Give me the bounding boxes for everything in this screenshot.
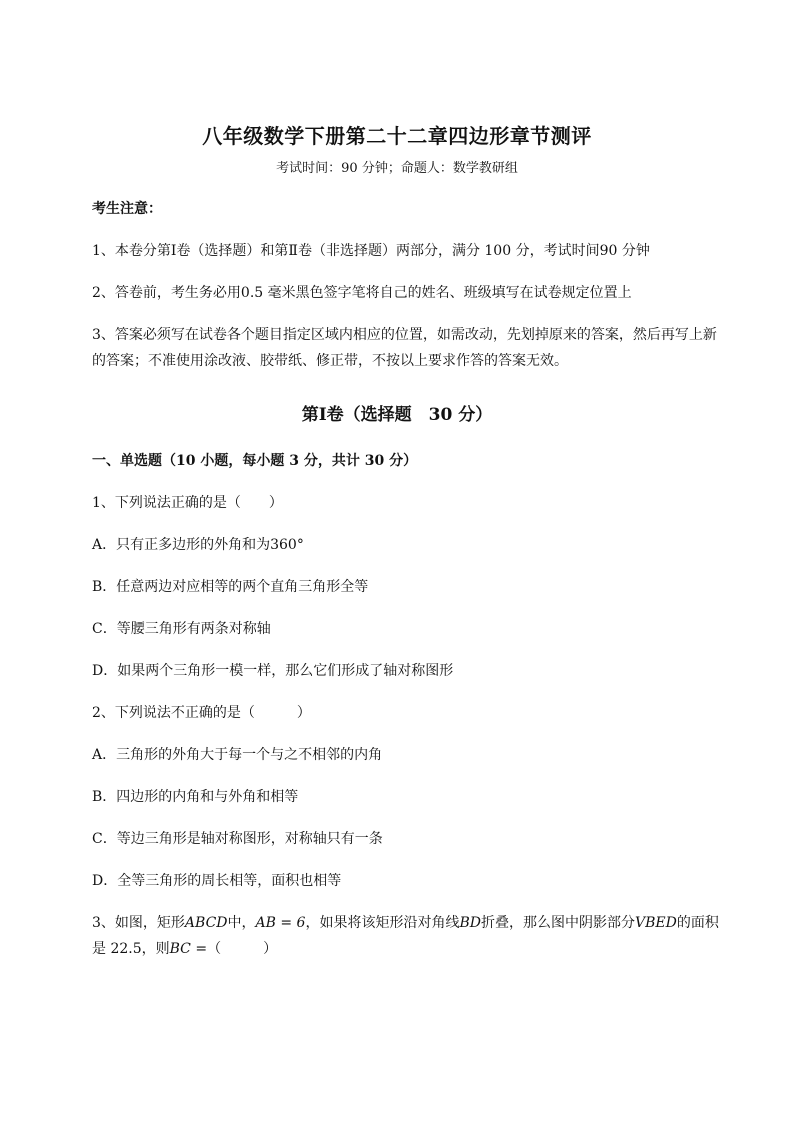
notice-item: 3、答案必须写在试卷各个题目指定区域内相应的位置，如需改动，先划掉原来的答案，然后再写上新 [92, 327, 717, 343]
stem-text: 是 22.5，则 [92, 941, 170, 957]
stem-text: （ ） [207, 941, 278, 957]
section-title: 第Ⅰ卷（选择题 30 分） [301, 405, 493, 425]
page-title: 八年级数学下册第二十二章四边形章节测评 [202, 124, 592, 148]
question-stem [92, 913, 719, 933]
option-a: A．三角形的外角大于每一个与之不相邻的内角 [92, 747, 383, 763]
stem-text: ，如果将该矩形沿对角线 [305, 915, 460, 931]
stem-text: 中， [227, 915, 256, 931]
notice-item: 的答案；不准使用涂改液、胶带纸、修正带，不按以上要求作答的答案无效。 [92, 353, 568, 369]
math-triangle: VBED [634, 915, 677, 931]
stem-text: 折叠，那么图中阴影部分 [480, 915, 635, 931]
math-ab-length: AB = 6 [255, 915, 306, 931]
question-stem: 1、下列说法正确的是（ ） [92, 495, 283, 511]
math-bc: BC = [169, 941, 208, 957]
stem-text: 的面积 [676, 915, 719, 931]
option-b: B．四边形的内角和与外角和相等 [92, 789, 299, 805]
question-stem-continued [92, 939, 277, 959]
notice-item: 1、本卷分第Ⅰ卷（选择题）和第Ⅱ卷（非选择题）两部分，满分 100 分，考试时间90 分钟 [92, 243, 650, 259]
question-stem: 2、下列说法不正确的是（ ） [92, 705, 311, 721]
option-c: C．等边三角形是轴对称图形，对称轴只有一条 [92, 831, 383, 847]
option-c: C．等腰三角形有两条对称轴 [92, 621, 271, 637]
part-heading: 一、单选题（10 小题，每小题 3 分，共计 30 分） [92, 453, 418, 469]
exam-info: 考试时间：90 分钟；命题人：数学教研组 [276, 161, 518, 176]
math-diagonal: BD [459, 915, 481, 931]
math-rectangle: ABCD [184, 915, 228, 931]
option-d: D．全等三角形的周长相等，面积也相等 [92, 873, 342, 889]
option-d: D．如果两个三角形一模一样，那么它们形成了轴对称图形 [92, 663, 454, 679]
stem-text: 3、如图，矩形 [92, 915, 185, 931]
option-a: A．只有正多边形的外角和为360° [92, 537, 304, 553]
notice-item: 2、答卷前，考生务必用0.5 毫米黑色签字笔将自己的姓名、班级填写在试卷规定位置上 [92, 285, 632, 301]
option-b: B．任意两边对应相等的两个直角三角形全等 [92, 579, 369, 595]
notice-heading: 考生注意： [92, 201, 162, 217]
